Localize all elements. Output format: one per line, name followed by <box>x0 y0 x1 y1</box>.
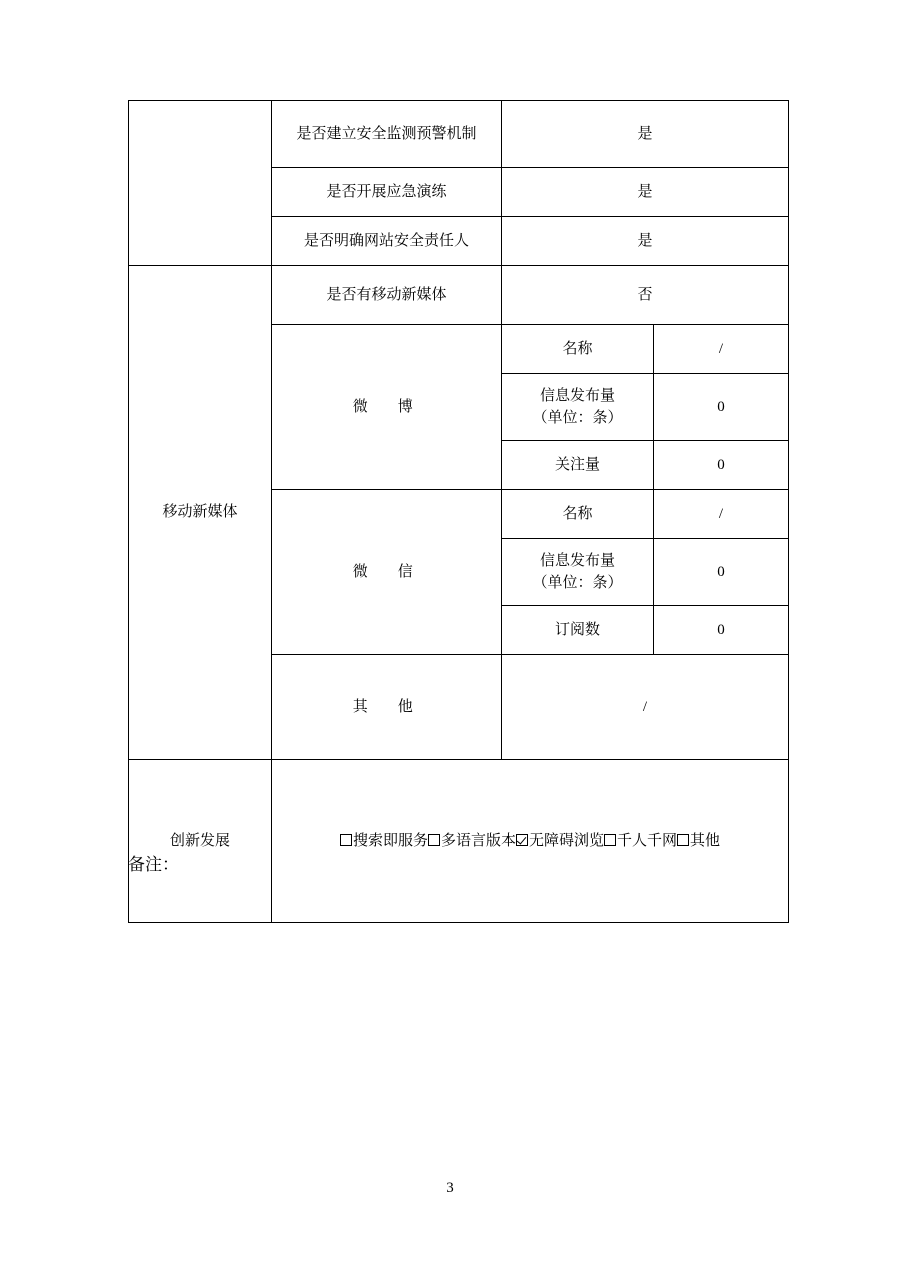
security-question-2: 是否明确网站安全责任人 <box>272 217 502 266</box>
has-mobile-media-question: 是否有移动新媒体 <box>272 266 502 325</box>
weibo-item-name-0: 名称 <box>502 325 654 374</box>
innovation-option-3[interactable] <box>604 833 677 849</box>
security-answer-2: 是 <box>502 217 789 266</box>
checkbox-icon[interactable] <box>428 834 440 846</box>
checkbox-icon[interactable] <box>340 834 352 846</box>
security-section-label <box>129 101 272 266</box>
innovation-option-2[interactable] <box>516 833 604 849</box>
checkbox-icon[interactable] <box>604 834 616 846</box>
weibo-label: 微 博 <box>272 325 502 490</box>
innovation-option-1-label: 多语言版本 <box>440 832 516 849</box>
weibo-item-value-0: / <box>654 325 789 374</box>
weixin-item-value-0: / <box>654 490 789 539</box>
other-media-value: / <box>502 655 789 760</box>
table-row <box>129 760 789 923</box>
innovation-option-3-label: 千人千网 <box>617 832 678 849</box>
innovation-section-label: 创新发展 <box>129 760 272 923</box>
innovation-option-0[interactable] <box>340 833 428 849</box>
innovation-option-1[interactable] <box>428 833 516 849</box>
innovation-options-cell <box>272 760 789 923</box>
weixin-item-name-0: 名称 <box>502 490 654 539</box>
security-answer-0: 是 <box>502 101 789 168</box>
weibo-item-name-2: 关注量 <box>502 441 654 490</box>
weixin-item-name-2: 订阅数 <box>502 606 654 655</box>
weixin-label: 微 信 <box>272 490 502 655</box>
has-mobile-media-answer: 否 <box>502 266 789 325</box>
weibo-item-value-1: 0 <box>654 374 789 441</box>
security-question-0: 是否建立安全监测预警机制 <box>272 101 502 168</box>
weibo-item-value-2: 0 <box>654 441 789 490</box>
security-answer-1: 是 <box>502 168 789 217</box>
checkbox-icon[interactable] <box>677 834 689 846</box>
weixin-item-name-1 <box>502 539 654 606</box>
mobile-media-section-label: 移动新媒体 <box>129 266 272 760</box>
weibo-item-name-1-line1: 信息发布量 <box>539 387 615 404</box>
table-row <box>129 266 789 325</box>
website-report-table <box>128 100 789 923</box>
innovation-option-4-label: 其他 <box>690 832 721 849</box>
innovation-option-2-label: 无障碍浏览 <box>529 832 605 849</box>
security-question-1: 是否开展应急演练 <box>272 168 502 217</box>
table-row <box>129 101 789 168</box>
innovation-option-0-label: 搜索即服务 <box>352 832 428 849</box>
weixin-item-name-1-line2: （单位：条） <box>532 575 623 591</box>
other-media-label: 其 他 <box>272 655 502 760</box>
page-number: 3 <box>446 1180 454 1196</box>
weibo-item-name-1 <box>502 374 654 441</box>
remark-label: 备注： <box>128 855 179 874</box>
weixin-item-value-2: 0 <box>654 606 789 655</box>
innovation-options-list <box>276 828 784 855</box>
weixin-item-value-1: 0 <box>654 539 789 606</box>
checkbox-checked-icon[interactable] <box>516 834 528 846</box>
weixin-item-name-1-line1: 信息发布量 <box>539 552 615 569</box>
innovation-option-4[interactable] <box>677 833 720 849</box>
weibo-item-name-1-line2: （单位：条） <box>532 410 623 426</box>
